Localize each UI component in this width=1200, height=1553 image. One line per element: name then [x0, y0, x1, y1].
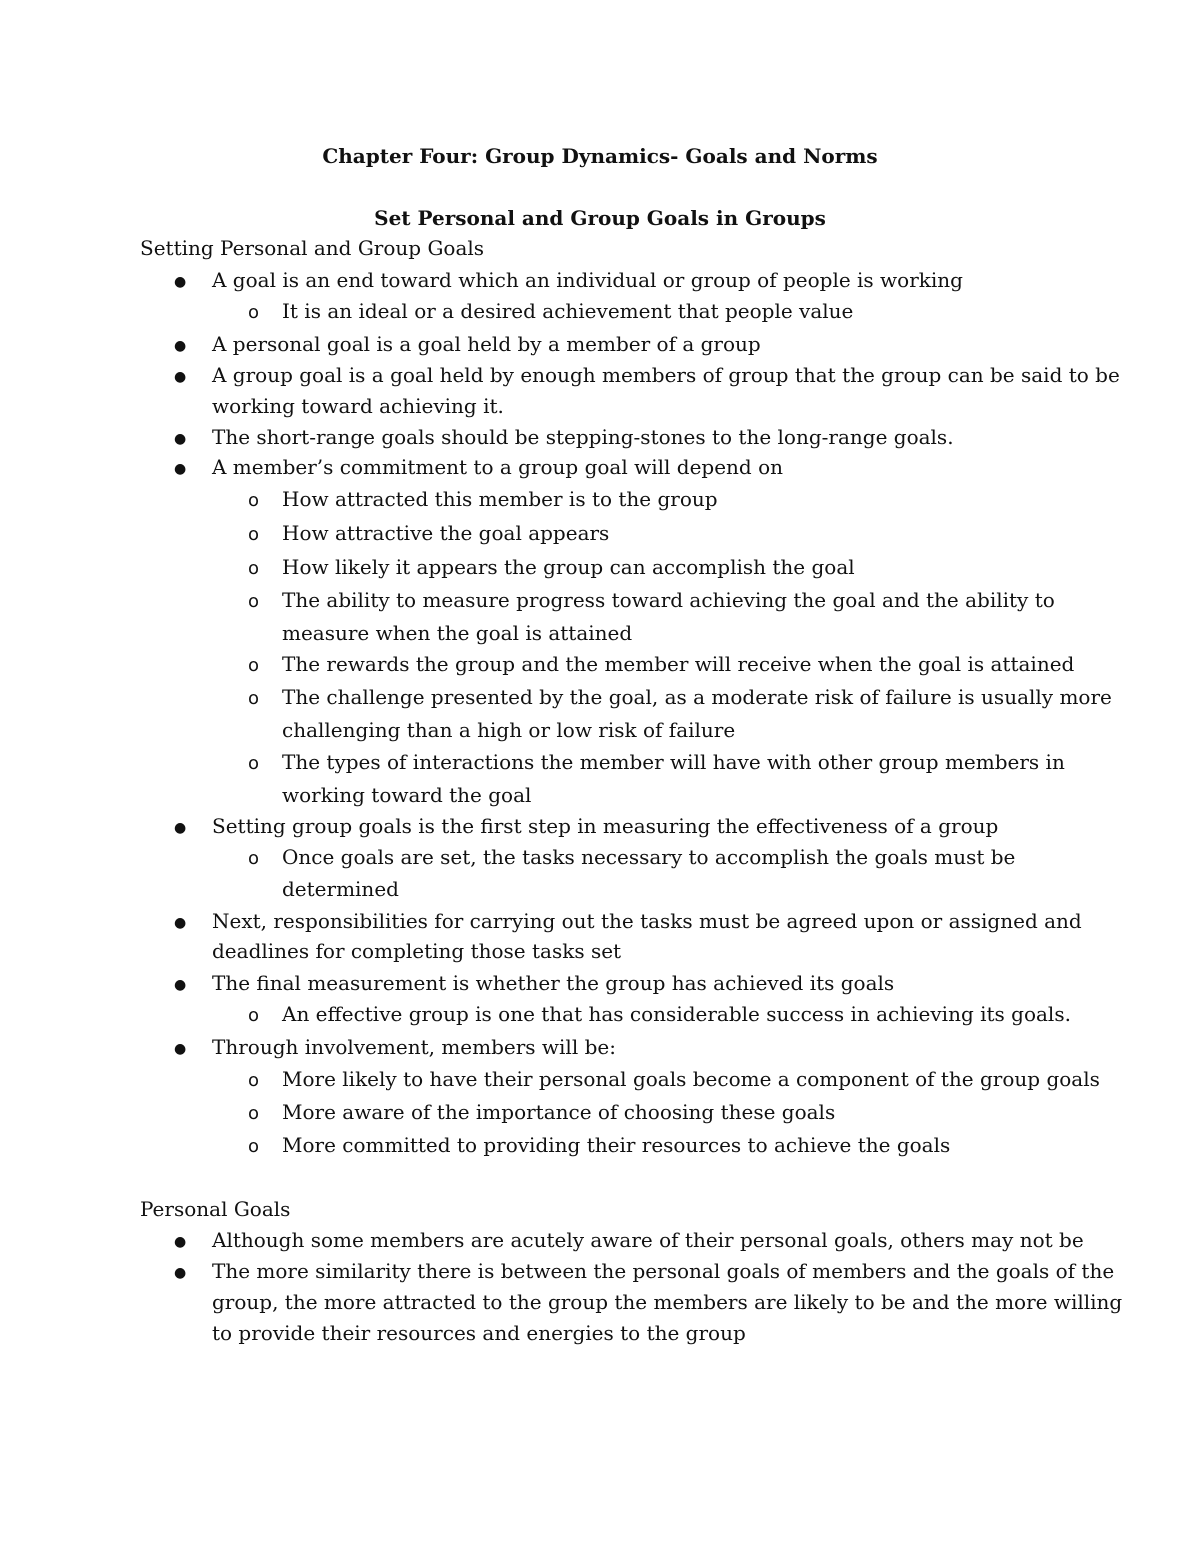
sub-bullet-marker: o [248, 1070, 260, 1091]
sub-bullet-marker: o [248, 688, 260, 709]
page-title: Chapter Four: Group Dynamics- Goals and Norms [322, 144, 878, 168]
list-item: It is an ideal or a desired achievement that people value [282, 299, 854, 323]
list-item-continuation: group, the more attracted to the group the members are likely to be and the more willing [212, 1290, 1123, 1314]
sub-bullet-marker: o [248, 753, 260, 774]
list-item: An effective group is one that has considerable success in achieving its goals. [282, 1002, 1071, 1026]
list-item: The more similarity there is between the personal goals of members and the goals of the [212, 1259, 1115, 1283]
bullet-marker: ● [174, 1234, 187, 1250]
bullet-marker: ● [174, 977, 187, 993]
list-item-continuation: measure when the goal is attained [282, 621, 633, 645]
sub-bullet-marker: o [248, 490, 260, 511]
list-item: A group goal is a goal held by enough members of group that the group can be said to be [212, 363, 1120, 387]
list-item: The rewards the group and the member will receive when the goal is attained [282, 652, 1075, 676]
bullet-marker: ● [174, 431, 187, 447]
list-item: The types of interactions the member will have with other group members in [282, 750, 1065, 774]
bullet-marker: ● [174, 369, 187, 385]
bullet-marker: ● [174, 820, 187, 836]
list-item: A member’s commitment to a group goal will depend on [212, 455, 784, 479]
sub-bullet-marker: o [248, 1136, 260, 1157]
list-item: The short-range goals should be stepping-stones to the long-range goals. [212, 425, 954, 449]
sub-bullet-marker: o [248, 1103, 260, 1124]
bullet-marker: ● [174, 1041, 187, 1057]
list-item-continuation: working toward achieving it. [212, 394, 504, 418]
sub-bullet-marker: o [248, 524, 260, 545]
list-item: A personal goal is a goal held by a member of a group [212, 332, 761, 356]
list-item: A goal is an end toward which an individual or group of people is working [212, 268, 963, 292]
list-item: How attractive the goal appears [282, 521, 610, 545]
list-item: Next, responsibilities for carrying out the tasks must be agreed upon or assigned and [212, 909, 1082, 933]
list-item: The challenge presented by the goal, as a moderate risk of failure is usually more [282, 685, 1112, 709]
list-item: Through involvement, members will be: [212, 1035, 616, 1059]
section-title: Set Personal and Group Goals in Groups [374, 206, 826, 230]
list-item: More committed to providing their resources to achieve the goals [282, 1133, 951, 1157]
list-item-continuation: deadlines for completing those tasks set [212, 939, 622, 963]
list-item: Setting group goals is the first step in measuring the effectiveness of a group [212, 814, 999, 838]
list-item-continuation: working toward the goal [282, 783, 532, 807]
section-heading-setting-goals: Setting Personal and Group Goals [140, 236, 485, 260]
list-item: More likely to have their personal goals become a component of the group goals [282, 1067, 1100, 1091]
list-item: Although some members are acutely aware of their personal goals, others may not be [212, 1228, 1084, 1252]
section-heading-personal-goals: Personal Goals [140, 1197, 291, 1221]
list-item-continuation: challenging than a high or low risk of failure [282, 718, 736, 742]
bullet-marker: ● [174, 1265, 187, 1281]
sub-bullet-marker: o [248, 591, 260, 612]
list-item: More aware of the importance of choosing these goals [282, 1100, 836, 1124]
list-item-continuation: to provide their resources and energies to the group [212, 1321, 746, 1345]
sub-bullet-marker: o [248, 1005, 260, 1026]
list-item: How likely it appears the group can accomplish the goal [282, 555, 855, 579]
list-item: The ability to measure progress toward achieving the goal and the ability to [282, 588, 1055, 612]
list-item: Once goals are set, the tasks necessary to accomplish the goals must be [282, 845, 1016, 869]
bullet-marker: ● [174, 461, 187, 477]
list-item: The final measurement is whether the group has achieved its goals [212, 971, 895, 995]
bullet-marker: ● [174, 274, 187, 290]
sub-bullet-marker: o [248, 848, 260, 869]
bullet-marker: ● [174, 915, 187, 931]
sub-bullet-marker: o [248, 302, 260, 323]
list-item-continuation: determined [282, 877, 399, 901]
list-item: How attracted this member is to the group [282, 487, 718, 511]
bullet-marker: ● [174, 338, 187, 354]
sub-bullet-marker: o [248, 558, 260, 579]
sub-bullet-marker: o [248, 655, 260, 676]
